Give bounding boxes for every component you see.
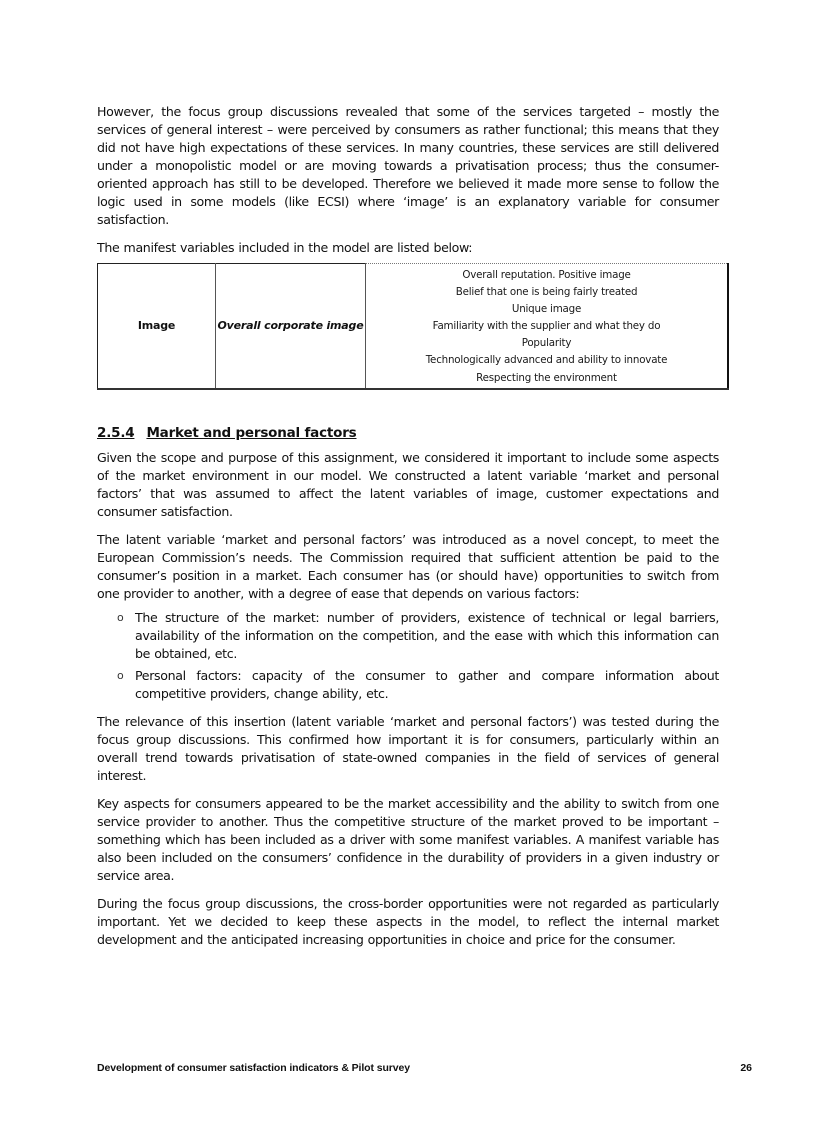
manifest-variable-item: Belief that one is being fairly treated (455, 286, 638, 299)
section-number: 2.5.4 (97, 424, 135, 441)
list-item (97, 667, 719, 703)
manifest-variable-item: Familiarity with the supplier and what they do (432, 320, 661, 333)
manifest-variable-item: Popularity (521, 337, 572, 350)
manifest-variable-item: Respecting the environment (476, 371, 617, 384)
section-heading (97, 424, 719, 442)
block-label: Overall corporate image (217, 318, 364, 332)
paragraph-cross-border: During the focus group discussions, the cross-border opportunities were not regarded as particularly important. Yet we decided to keep these aspects in the model, to reflect the internal market development and the anticipated increasing opportunities in choice and price for the consumer. (97, 895, 719, 947)
document-page (97, 103, 719, 959)
factors-list (97, 609, 719, 703)
paragraph-key-aspects: Key aspects for consumers appeared to be the market accessibility and the ability to switch from one service provider to another. Thus the competitive structure of the market proved to be important – something which has been included as a driver with some manifest variables. A manifest variable has also been included on the consumers’ confidence in the durability of providers in a given industry or service area. (97, 795, 719, 883)
list-item (97, 609, 719, 663)
page-number: 26 (740, 1062, 752, 1074)
manifest-variables-cell (366, 264, 729, 389)
bullet-circle-icon: o (117, 610, 124, 624)
list-item-text: The structure of the market: number of providers, existence of technical or legal barriers, availability of the information on the competition, and the ease with which this information can be obtained, etc. (135, 609, 719, 661)
bullet-circle-icon: o (117, 668, 124, 682)
paragraph-image-rationale: However, the focus group discussions revealed that some of the services targeted – mostly the services of general interest – were perceived by consumers as rather functional; this means that they did not have high expectations of these services. In many countries, these services are still delivered under a monopolistic model or are moving towards a privatisation process; thus the consumer-oriented approach has still to be developed. Therefore we believed it made more sense to follow the logic used in some models (like ECSI) where ‘image’ is an explanatory variable for consumer satisfaction. (97, 104, 719, 227)
section-title: Market and personal factors (146, 424, 357, 441)
paragraph-novel-concept: The latent variable ‘market and personal factors’ was introduced as a novel concept, to meet the European Commission’s needs. The Commission required that sufficient attention be paid to the consumer’s position in a market. Each consumer has (or should have) opportunities to switch from one provider to another, with a degree of ease that depends on various factors: (97, 531, 719, 601)
list-item-text: Personal factors: capacity of the consumer to gather and compare information about competitive providers, change ability, etc. (135, 667, 719, 701)
manifest-variable-item: Unique image (511, 303, 582, 316)
manifest-variable-item: Overall reputation. Positive image (462, 269, 631, 281)
table-row (98, 264, 729, 389)
latent-variable-cell: Image (98, 264, 216, 389)
block-cell (216, 264, 366, 389)
manifest-variable-item: Technologically advanced and ability to innovate (425, 354, 668, 367)
paragraph-manifest-intro: The manifest variables included in the model are listed below: (97, 240, 473, 255)
paragraph-relevance: The relevance of this insertion (latent variable ‘market and personal factors’) was tested during the focus group discussions. This confirmed how important it is for consumers, particularly within an overall trend towards privatisation of state-owned companies in the field of services of general interest. (97, 713, 719, 783)
footer-title: Development of consumer satisfaction indicators & Pilot survey (97, 1062, 410, 1074)
paragraph-scope: Given the scope and purpose of this assignment, we considered it important to include some aspects of the market environment in our model. We constructed a latent variable ‘market and personal factors’ that was assumed to affect the latent variables of image, customer expectations and consumer satisfaction. (97, 449, 719, 519)
manifest-variables-table (97, 263, 729, 390)
